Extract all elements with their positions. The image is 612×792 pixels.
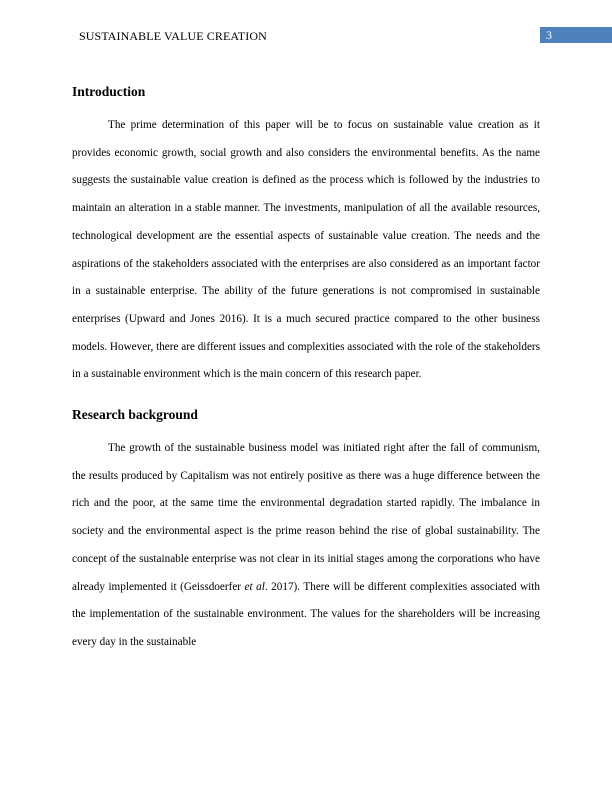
paragraph-text-part-2: . 2017). There will be different complexities associated with the implementation of the sustainable environment. The values for the shareholders will be increasing every day in the sustainable: [72, 580, 540, 648]
document-body: [72, 82, 540, 657]
running-head: SUSTAINABLE VALUE CREATION: [79, 29, 267, 43]
research-background-paragraph: [72, 435, 540, 657]
italic-citation-text: et al: [244, 580, 265, 593]
section-heading-research-background: Research background: [72, 407, 198, 423]
page-header: [0, 27, 612, 45]
paragraph-text-part-1: The growth of the sustainable business model was initiated right after the fall of communism, the results produced by Capitalism was not entirely positive as there was a huge difference between the rich and the poor, at the same time the environmental degradation started rapidly. The imbalance in society and the environmental aspect is the prime reason behind the rise of global sustainability. The concept of the sustainable enterprise was not clear in its initial stages among the corporations who have already implemented it (Geissdoerfer: [72, 442, 540, 593]
section-heading-introduction: Introduction: [72, 84, 146, 99]
page-number-box: [540, 27, 612, 43]
introduction-paragraph: The prime determination of this paper will be to focus on sustainable value creation as it provides economic growth, social growth and also considers the environmental benefits. As the name suggests the sustainable value creation is defined as the process which is followed by the industries to maintain an alteration in a stable manner. The investments, manipulation of all the available resources, technological development are the essential aspects of sustainable value creation. The needs and the aspirations of the stakeholders associated with the enterprises are also considered as an important factor in a sustainable enterprise. The ability of the future generations is not compromised in sustainable enterprises (Upward and Jones 2016). It is a much secured practice compared to the other business models. However, there are different issues and complexities associated with the role of the stakeholders in a sustainable environment which is the main concern of this research paper.: [72, 119, 540, 381]
page-number: 3: [546, 28, 552, 42]
